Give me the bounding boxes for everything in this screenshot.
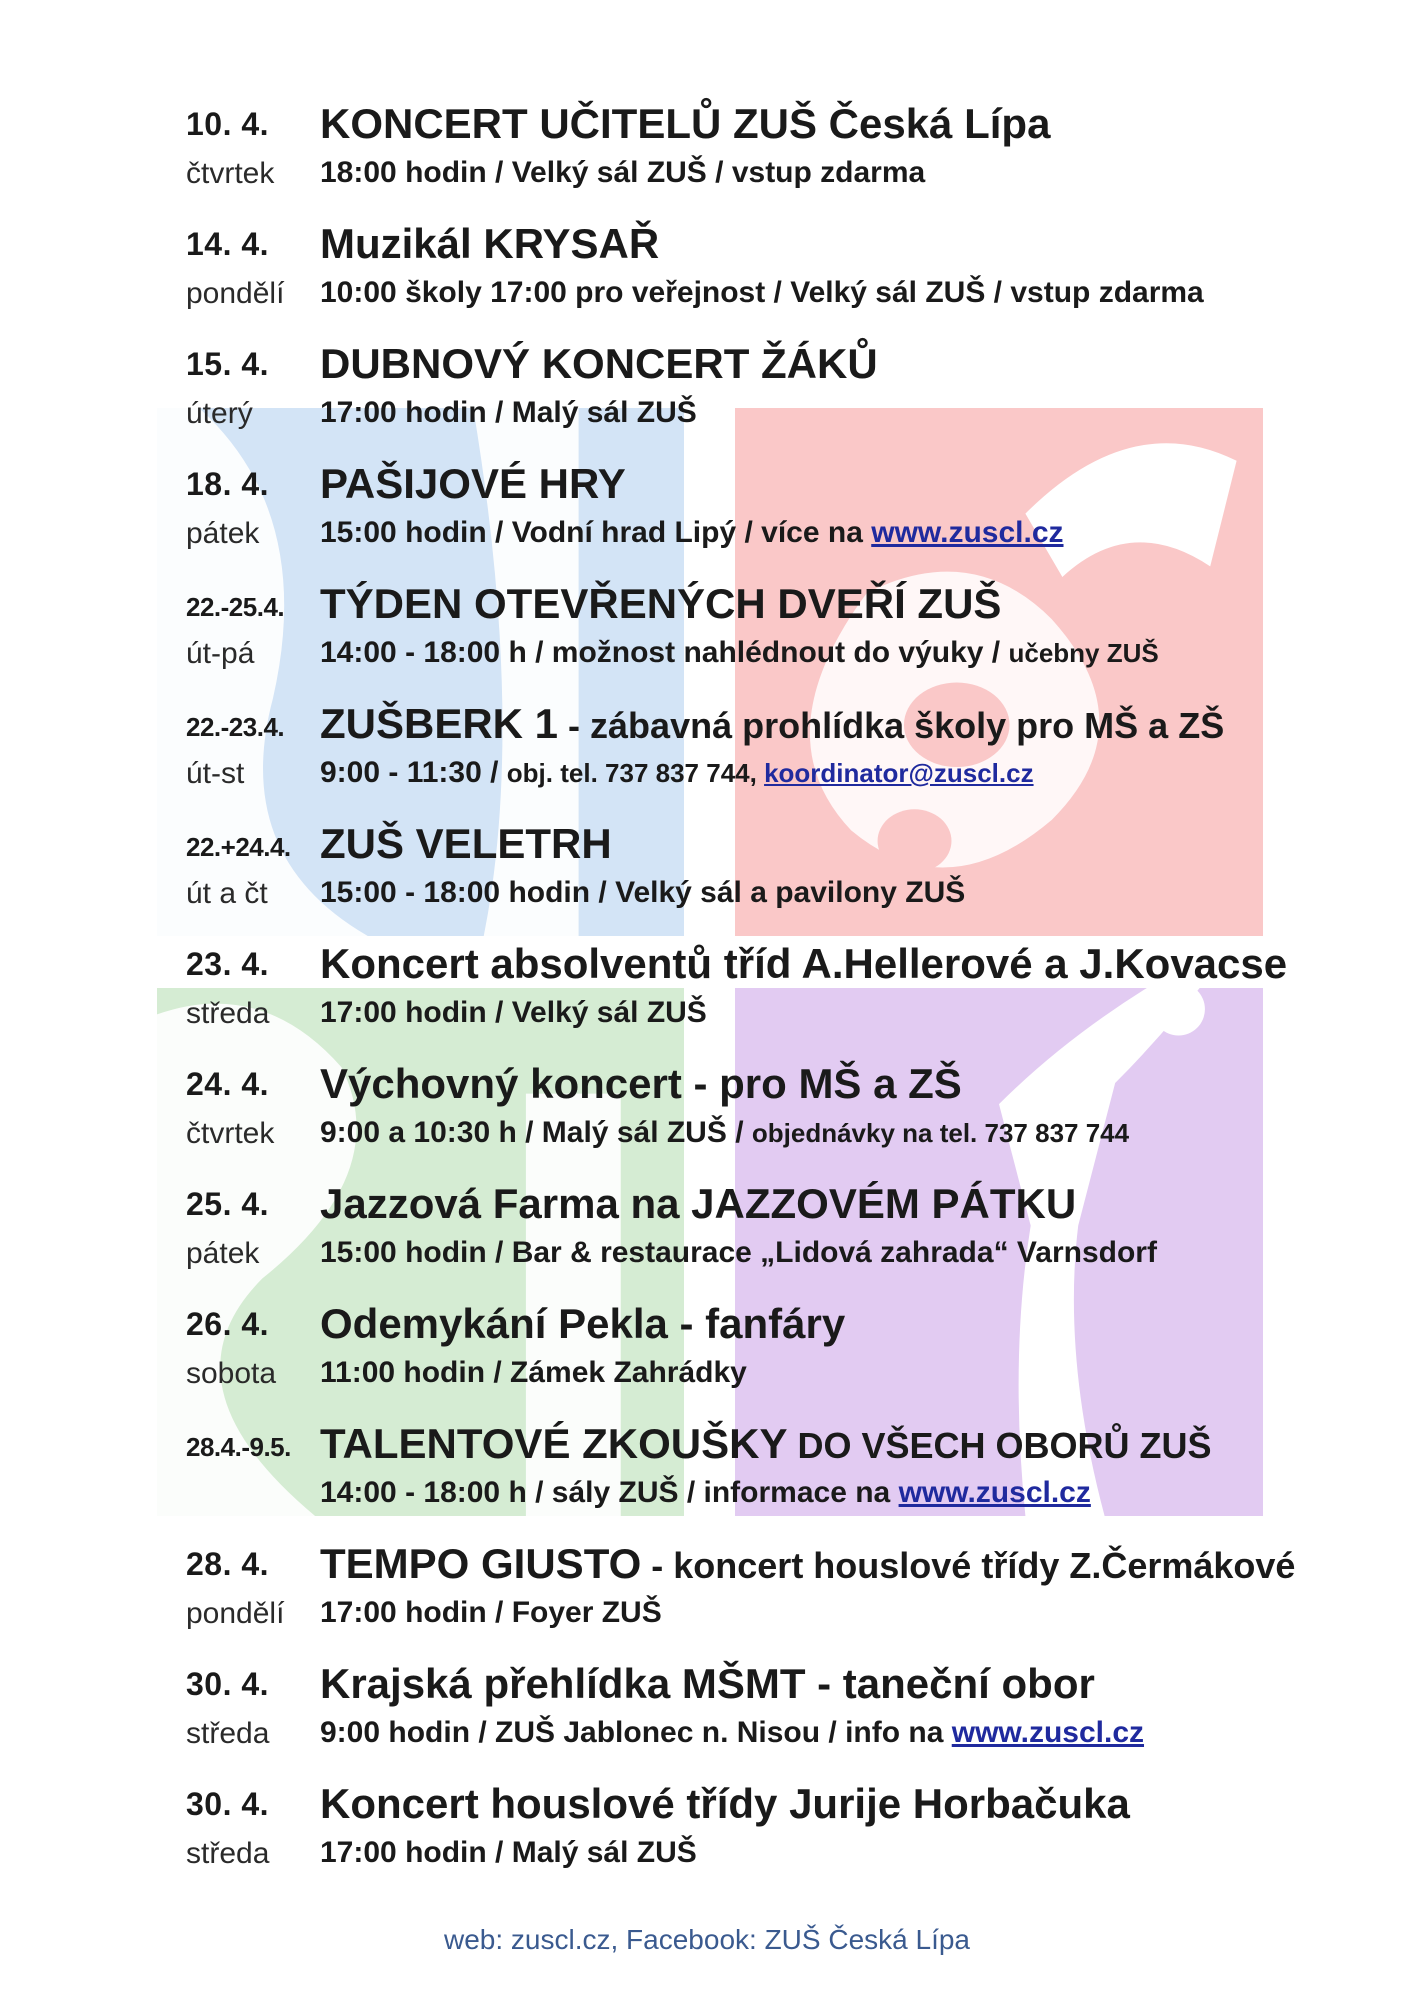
event-title xyxy=(320,820,612,868)
event-date: 22.-23.4. xyxy=(186,712,285,742)
event-details-note: učebny ZUŠ xyxy=(1008,638,1159,668)
event-details-text: 18:00 hodin / Velký sál ZUŠ / vstup zdarma xyxy=(320,156,926,189)
event-details xyxy=(320,1476,1091,1510)
event-date: 10. 4. xyxy=(186,106,270,142)
event-details xyxy=(320,396,697,430)
event-title-text: Jazzová Farma na JAZZOVÉM PÁTKU xyxy=(320,1180,1077,1227)
event-title xyxy=(320,700,1224,748)
event-title xyxy=(320,1300,845,1348)
event-details-text: 17:00 hodin / Foyer ZUŠ xyxy=(320,1596,662,1629)
event-details-text: 14:00 - 18:00 h / sály ZUŠ / informace na xyxy=(320,1476,899,1509)
event-title xyxy=(320,100,1050,148)
event-title-subtext: - zábavná prohlídka školy pro MŠ a ZŠ xyxy=(558,705,1225,746)
event-row xyxy=(186,940,1386,1060)
event-date: 25. 4. xyxy=(186,1186,270,1222)
event-day: pondělí xyxy=(186,277,285,310)
event-title-text: ZUŠ VELETRH xyxy=(320,820,612,867)
event-row xyxy=(186,460,1386,580)
event-day: středa xyxy=(186,1837,270,1870)
event-day: sobota xyxy=(186,1357,277,1390)
event-row xyxy=(186,820,1386,940)
event-details xyxy=(320,876,965,910)
event-details-text: 17:00 hodin / Malý sál ZUŠ xyxy=(320,396,697,429)
event-details-text: 9:00 hodin / ZUŠ Jablonec n. Nisou / info na xyxy=(320,1716,952,1749)
event-title xyxy=(320,940,1287,988)
event-date: 26. 4. xyxy=(186,1306,270,1342)
event-title-text: Odemykání Pekla - fanfáry xyxy=(320,1300,846,1347)
event-details-note: obj. tel. 737 837 744, xyxy=(506,758,765,788)
event-details-text: 15:00 hodin / Bar & restaurace „Lidová zahrada“ Varnsdorf xyxy=(320,1236,1157,1269)
event-day: út-st xyxy=(186,757,245,790)
event-day: středa xyxy=(186,1717,270,1750)
event-row xyxy=(186,1060,1386,1180)
event-title xyxy=(320,1660,1095,1708)
event-row xyxy=(186,1420,1386,1540)
event-title xyxy=(320,220,659,268)
event-details-text: 15:00 hodin / Vodní hrad Lipý / více na xyxy=(320,516,872,549)
event-title-subtext: - koncert houslové třídy Z.Čermákové xyxy=(641,1545,1296,1586)
website-link[interactable]: www.zuscl.cz xyxy=(898,1476,1091,1509)
event-date: 14. 4. xyxy=(186,226,270,262)
event-details-text: 9:00 a 10:30 h / Malý sál ZUŠ / xyxy=(320,1116,752,1149)
event-row xyxy=(186,220,1386,340)
event-row xyxy=(186,1180,1386,1300)
event-title xyxy=(320,580,1001,628)
event-day: út a čt xyxy=(186,877,268,910)
event-details xyxy=(320,1356,747,1390)
event-title xyxy=(320,1180,1076,1228)
event-row xyxy=(186,580,1386,700)
event-day: středa xyxy=(186,997,270,1030)
event-row xyxy=(186,340,1386,460)
event-date: 15. 4. xyxy=(186,346,270,382)
event-details xyxy=(320,1596,662,1630)
event-day: čtvrtek xyxy=(186,157,275,190)
event-title-text: ZUŠBERK 1 xyxy=(320,700,559,747)
footer-contact: web: zuscl.cz, Facebook: ZUŠ Česká Lípa xyxy=(444,1924,970,1955)
event-details xyxy=(320,636,1159,670)
event-title-text: TEMPO GIUSTO xyxy=(320,1540,642,1587)
event-row xyxy=(186,1540,1386,1660)
event-date: 30. 4. xyxy=(186,1786,270,1822)
event-title xyxy=(320,1540,1295,1588)
event-row xyxy=(186,1300,1386,1420)
event-date: 28. 4. xyxy=(186,1546,270,1582)
event-row xyxy=(186,100,1386,220)
event-date: 28.4.-9.5. xyxy=(186,1432,291,1462)
event-title xyxy=(320,1780,1130,1828)
event-details xyxy=(320,756,1034,790)
event-title-text: TÝDEN OTEVŘENÝCH DVEŘÍ ZUŠ xyxy=(320,580,1002,627)
event-details-text: 17:00 hodin / Velký sál ZUŠ xyxy=(320,996,707,1029)
event-details xyxy=(320,156,925,190)
event-details xyxy=(320,1716,1144,1750)
event-day: pátek xyxy=(186,1237,260,1270)
event-date: 18. 4. xyxy=(186,466,270,502)
event-date: 23. 4. xyxy=(186,946,270,982)
event-row xyxy=(186,1780,1386,1900)
email-link[interactable]: koordinator@zuscl.cz xyxy=(764,758,1034,788)
event-date: 22.+24.4. xyxy=(186,832,291,862)
event-title-text: DUBNOVÝ KONCERT ŽÁKŮ xyxy=(320,340,878,387)
event-title xyxy=(320,1420,1212,1468)
event-details xyxy=(320,1836,697,1870)
event-title-text: Výchovný koncert - pro MŠ a ZŠ xyxy=(320,1060,962,1107)
event-details-text: 17:00 hodin / Malý sál ZUŠ xyxy=(320,1836,697,1869)
event-details-text: 11:00 hodin / Zámek Zahrádky xyxy=(320,1356,747,1389)
event-details xyxy=(320,276,1204,310)
event-day: pátek xyxy=(186,517,260,550)
event-day: pondělí xyxy=(186,1597,285,1630)
event-title-text: Koncert absolventů tříd A.Hellerové a J.Kovacse xyxy=(320,940,1288,987)
event-row xyxy=(186,700,1386,820)
event-date: 24. 4. xyxy=(186,1066,270,1102)
event-details-text: 14:00 - 18:00 h / možnost nahlédnout do výuky / xyxy=(320,636,1009,669)
event-details-note: objednávky na tel. 737 837 744 xyxy=(751,1118,1130,1148)
event-day: út-pá xyxy=(186,637,255,670)
event-day: čtvrtek xyxy=(186,1117,275,1150)
event-title xyxy=(320,340,878,388)
event-row xyxy=(186,1660,1386,1780)
event-title xyxy=(320,460,626,508)
event-title-subtext: DO VŠECH OBORŮ ZUŠ xyxy=(787,1425,1212,1466)
event-details-text: 10:00 školy 17:00 pro veřejnost / Velký sál ZUŠ / vstup zdarma xyxy=(320,276,1204,309)
event-details xyxy=(320,1236,1157,1270)
event-date: 30. 4. xyxy=(186,1666,270,1702)
event-title-text: Muzikál KRYSAŘ xyxy=(320,220,660,267)
events-list xyxy=(186,100,1386,1900)
event-title-text: Koncert houslové třídy Jurije Horbačuka xyxy=(320,1780,1130,1827)
event-title-text: PAŠIJOVÉ HRY xyxy=(320,460,626,507)
event-details xyxy=(320,516,1064,550)
website-link[interactable]: www.zuscl.cz xyxy=(951,1716,1145,1749)
event-title-text: KONCERT UČITELŮ ZUŠ Česká Lípa xyxy=(320,100,1051,147)
event-details xyxy=(320,996,707,1030)
event-date: 22.-25.4. xyxy=(186,592,285,622)
event-details-text: 9:00 - 11:30 / xyxy=(320,756,507,789)
event-details xyxy=(320,1116,1129,1150)
event-details-text: 15:00 - 18:00 hodin / Velký sál a pavilony ZUŠ xyxy=(320,876,966,909)
event-title-text: Krajská přehlídka MŠMT - taneční obor xyxy=(320,1660,1095,1707)
event-day: úterý xyxy=(186,397,253,430)
event-title-text: TALENTOVÉ ZKOUŠKY xyxy=(320,1420,788,1467)
website-link[interactable]: www.zuscl.cz xyxy=(871,516,1064,549)
event-title xyxy=(320,1060,962,1108)
